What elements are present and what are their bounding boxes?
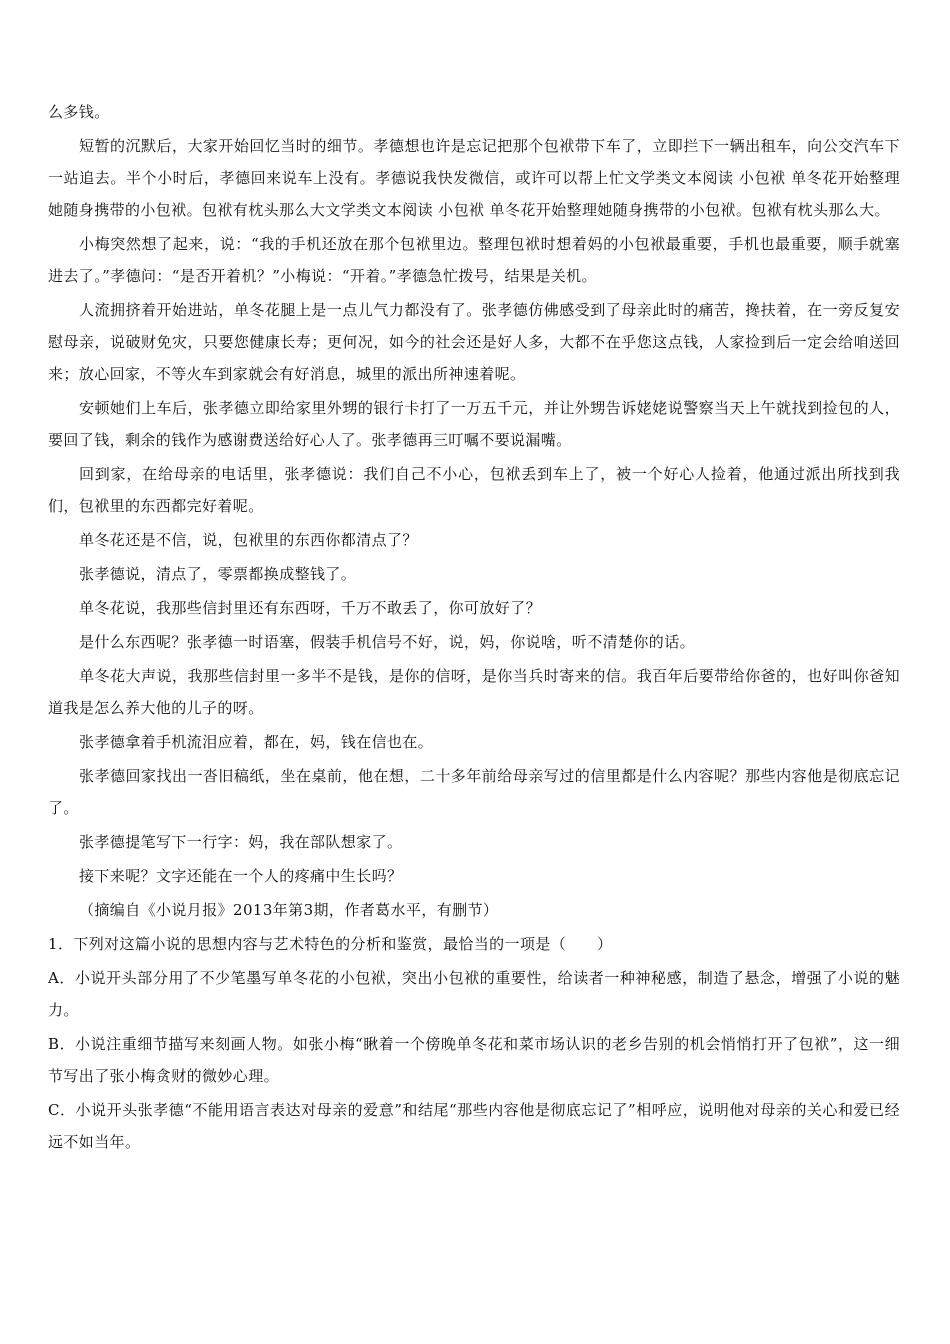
paragraph: 单冬花大声说，我那些信封里一多半不是钱，是你的信呀，是你当兵时寄来的信。我百年后要带给你爸的，也好叫你爸知道我是怎么养大他的儿子的呀。 (48, 667, 900, 717)
paragraph: 张孝德说，清点了，零票都换成整钱了。 (79, 565, 357, 583)
paragraph: 人流拥挤着开始进站，单冬花腿上是一点儿气力都没有了。张孝德仿佛感受到了母亲此时的痛苦，搀扶着，在一旁反复安慰母亲，说破财免灾，只要您健康长寿；更何况，如今的社会还是好人多，大都不在乎您这点钱，人家捡到后一定会给咱送回来；放心回家，不等火车到家就会有好消息，城里的派出所神速着呢。 (48, 301, 900, 383)
document-body (48, 96, 900, 1160)
paragraph: 安顿她们上车后，张孝德立即给家里外甥的银行卡打了一万五千元，并让外甥告诉姥姥说警察当天上午就找到捡包的人，要回了钱，剩余的钱作为感谢费送给好心人了。张孝德再三叮嘱不要说漏嘴。 (48, 399, 900, 449)
option-a: A．小说开头部分用了不少笔墨写单冬花的小包袱，突出小包袱的重要性，给读者一种神秘感，制造了悬念，增强了小说的魅力。 (48, 969, 900, 1019)
paragraph: 么多钱。 (48, 103, 110, 121)
question-stem: 1．下列对这篇小说的思想内容与艺术特色的分析和鉴赏，最恰当的一项是（ ） (48, 935, 613, 953)
paragraph: 小梅突然想了起来，说：“我的手机还放在那个包袱里边。整理包袱时想着妈的小包袱最重要，手机也最重要，顺手就塞进去了。”孝德问：“是否开着机？”小梅说：“开着。”孝德急忙拨号，结果是关机。 (48, 235, 900, 285)
paragraph: 单冬花说，我那些信封里还有东西呀，千万不敢丢了，你可放好了？ (79, 599, 542, 617)
paragraph: 接下来呢？文字还能在一个人的疼痛中生长吗？ (79, 867, 403, 885)
paragraph: 短暂的沉默后，大家开始回忆当时的细节。孝德想也许是忘记把那个包袱带下车了，立即拦下一辆出租车，向公交汽车下一站追去。半个小时后，孝德回来说车上没有。孝德说我快发微信，或许可以帮上忙文学类文本阅读 小包袱 单冬花开始整理她随身携带的小包袱。包袱有枕头那么大文学类文本阅读 小包袱 单冬花开始整理她随身携带的小包袱。包袱有枕头那么大。 (48, 137, 900, 219)
paragraph: 张孝德提笔写下一行字：妈，我在部队想家了。 (79, 833, 403, 851)
paragraph: 是什么东西呢？张孝德一时语塞，假装手机信号不好，说，妈，你说啥，听不清楚你的话。 (79, 633, 696, 651)
paragraph: 单冬花还是不信，说，包袱里的东西你都清点了？ (79, 531, 418, 549)
source-citation: （摘编自《小说月报》2013年第3期，作者葛水平，有删节） (79, 901, 499, 919)
paragraph: 张孝德回家找出一沓旧稿纸，坐在桌前，他在想，二十多年前给母亲写过的信里都是什么内容呢？那些内容他是彻底忘记了。 (48, 767, 900, 817)
option-b: B．小说注重细节描写来刻画人物。如张小梅“瞅着一个傍晚单冬花和菜市场认识的老乡告别的机会悄悄打开了包袱”，这一细节写出了张小梅贪财的微妙心理。 (48, 1035, 900, 1085)
paragraph: 回到家，在给母亲的电话里，张孝德说：我们自己不小心，包袱丢到车上了，被一个好心人捡着，他通过派出所找到我们，包袱里的东西都完好着呢。 (48, 465, 900, 515)
paragraph: 张孝德拿着手机流泪应着，都在，妈，钱在信也在。 (79, 733, 434, 751)
option-c: C．小说开头张孝德“不能用语言表达对母亲的爱意”和结尾“那些内容他是彻底忘记了”相呼应，说明他对母亲的关心和爱已经远不如当年。 (48, 1101, 900, 1151)
